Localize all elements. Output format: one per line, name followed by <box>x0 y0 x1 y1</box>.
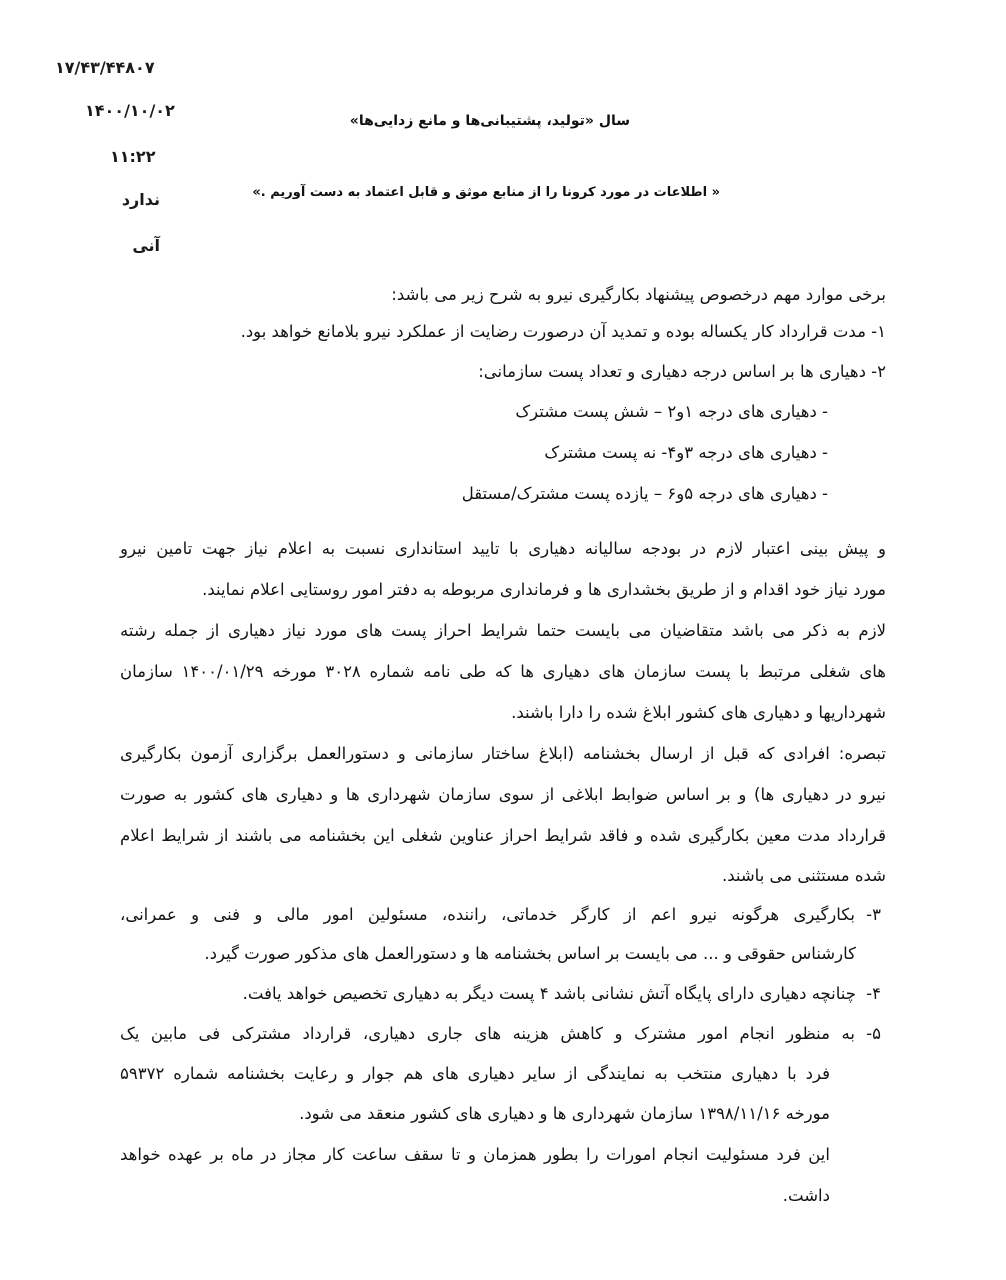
paragraph-2-line-3: شهرداریها و دهیاری های کشور ابلاغ شده را دارا باشند. <box>511 703 886 722</box>
note-line-1: تبصره: افرادی که قبل از ارسال بخشنامه (ابلاغ ساختار سازمانی و دستورالعمل برگزاری آزمون بکارگیری <box>120 744 886 763</box>
item-5-number: ۵- <box>866 1024 881 1043</box>
item-5-line-1: به منظور انجام امور مشترک و کاهش هزینه های جاری دهیاری، قرارداد مشترکی فی مابین یک <box>120 1024 855 1043</box>
item-5-line-3: مورخه ۱۳۹۸/۱۱/۱۶ سازمان شهرداری ها و دهیاری های کشور منعقد می شود. <box>299 1104 830 1123</box>
paragraph-2-line-1: لازم به ذکر می باشد متقاضیان می بایست حتما شرایط احراز پست های مورد نیاز دهیاری از جمله رشته <box>120 621 886 640</box>
paragraph-2-line-2: های شغلی مرتبط با پست سازمان های دهیاری ها که طی نامه شماره ۳۰۲۸ مورخه ۱۴۰۰/۰۱/۲۹ سازمان <box>120 662 886 681</box>
letter-number: ۱۷/۴۳/۴۴۸۰۷ <box>55 58 155 77</box>
item-4-line-1: چنانچه دهیاری دارای پایگاه آتش نشانی باشد ۴ پست دیگر به دهیاری تخصیص خواهد یافت. <box>242 984 856 1003</box>
final-line-1: این فرد مسئولیت انجام امورات را بطور همزمان و تا سقف ساعت کار مجاز در ماه بر عهده خواهد <box>120 1145 830 1164</box>
sub-item-2: - دهیاری های درجه ۳و۴- نه پست مشترک <box>544 443 828 462</box>
intro-line: برخی موارد مهم درخصوص پیشنهاد بکارگیری نیرو به شرح زیر می باشد: <box>391 285 886 304</box>
item-3-number: ۳- <box>866 905 881 924</box>
paragraph-1-line-1: و پیش بینی اعتبار لازم در بودجه سالیانه دهیاری با تایید استانداری نسبت به اعلام نیاز جهت تامین نیرو <box>120 539 886 558</box>
year-slogan: سال «تولید، پشتیبانی‌ها و مانع زدایی‌ها» <box>349 113 630 129</box>
letter-attachment: ندارد <box>121 190 160 209</box>
letter-time: ۱۱:۲۲ <box>110 147 156 166</box>
letter-priority: آنی <box>132 236 160 255</box>
sub-item-1: - دهیاری های درجه ۱و۲ – شش پست مشترک <box>515 402 828 421</box>
item-3-line-1: بکارگیری هرگونه نیرو اعم از کارگر خدماتی، راننده، مسئولین امور مالی و فنی و عمرانی، <box>120 905 855 924</box>
note-line-4: شده مستثنی می باشند. <box>721 866 886 885</box>
item-2: ۲- دهیاری ها بر اساس درجه دهیاری و تعداد پست سازمانی: <box>478 362 886 381</box>
paragraph-1-line-2: مورد نیاز خود اقدام و از طریق بخشداری ها و فرمانداری مربوطه به دفتر امور روستایی اعلام نمایند. <box>202 580 886 599</box>
note-line-2: نیرو در دهیاری ها) و بر اساس ضوابط ابلاغی از سوی سازمان شهرداری ها و دهیاری های کشور به صورت <box>120 785 886 804</box>
covid-slogan: « اطلاعات در مورد کرونا را از منابع موثق و قابل اعتماد به دست آوریم .» <box>252 185 720 200</box>
item-4-number: ۴- <box>866 984 881 1003</box>
sub-item-3: - دهیاری های درجه ۵و۶ – یازده پست مشترک/مستقل <box>461 484 828 503</box>
final-line-2: داشت. <box>782 1186 830 1205</box>
letter-date: ۱۴۰۰/۱۰/۰۲ <box>85 101 175 120</box>
note-line-3: قرارداد مدت معین بکارگیری شده و فاقد شرایط احراز عناوین شغلی این بخشنامه می باشند از شرایط اعلام <box>120 826 886 845</box>
item-3-line-2: کارشناس حقوقی و ... می بایست بر اساس بخشنامه ها و دستورالعمل های مذکور صورت گیرد. <box>204 944 856 963</box>
item-5-line-2: فرد با دهیاری منتخب به نمایندگی از سایر دهیاری های هم جوار و رعایت بخشنامه شماره ۵۹۳۷۲ <box>120 1064 830 1083</box>
item-1: ۱- مدت قرارداد کار یکساله بوده و تمدید آن درصورت رضایت از عملکرد نیرو بلامانع خواهد بود. <box>240 322 886 341</box>
